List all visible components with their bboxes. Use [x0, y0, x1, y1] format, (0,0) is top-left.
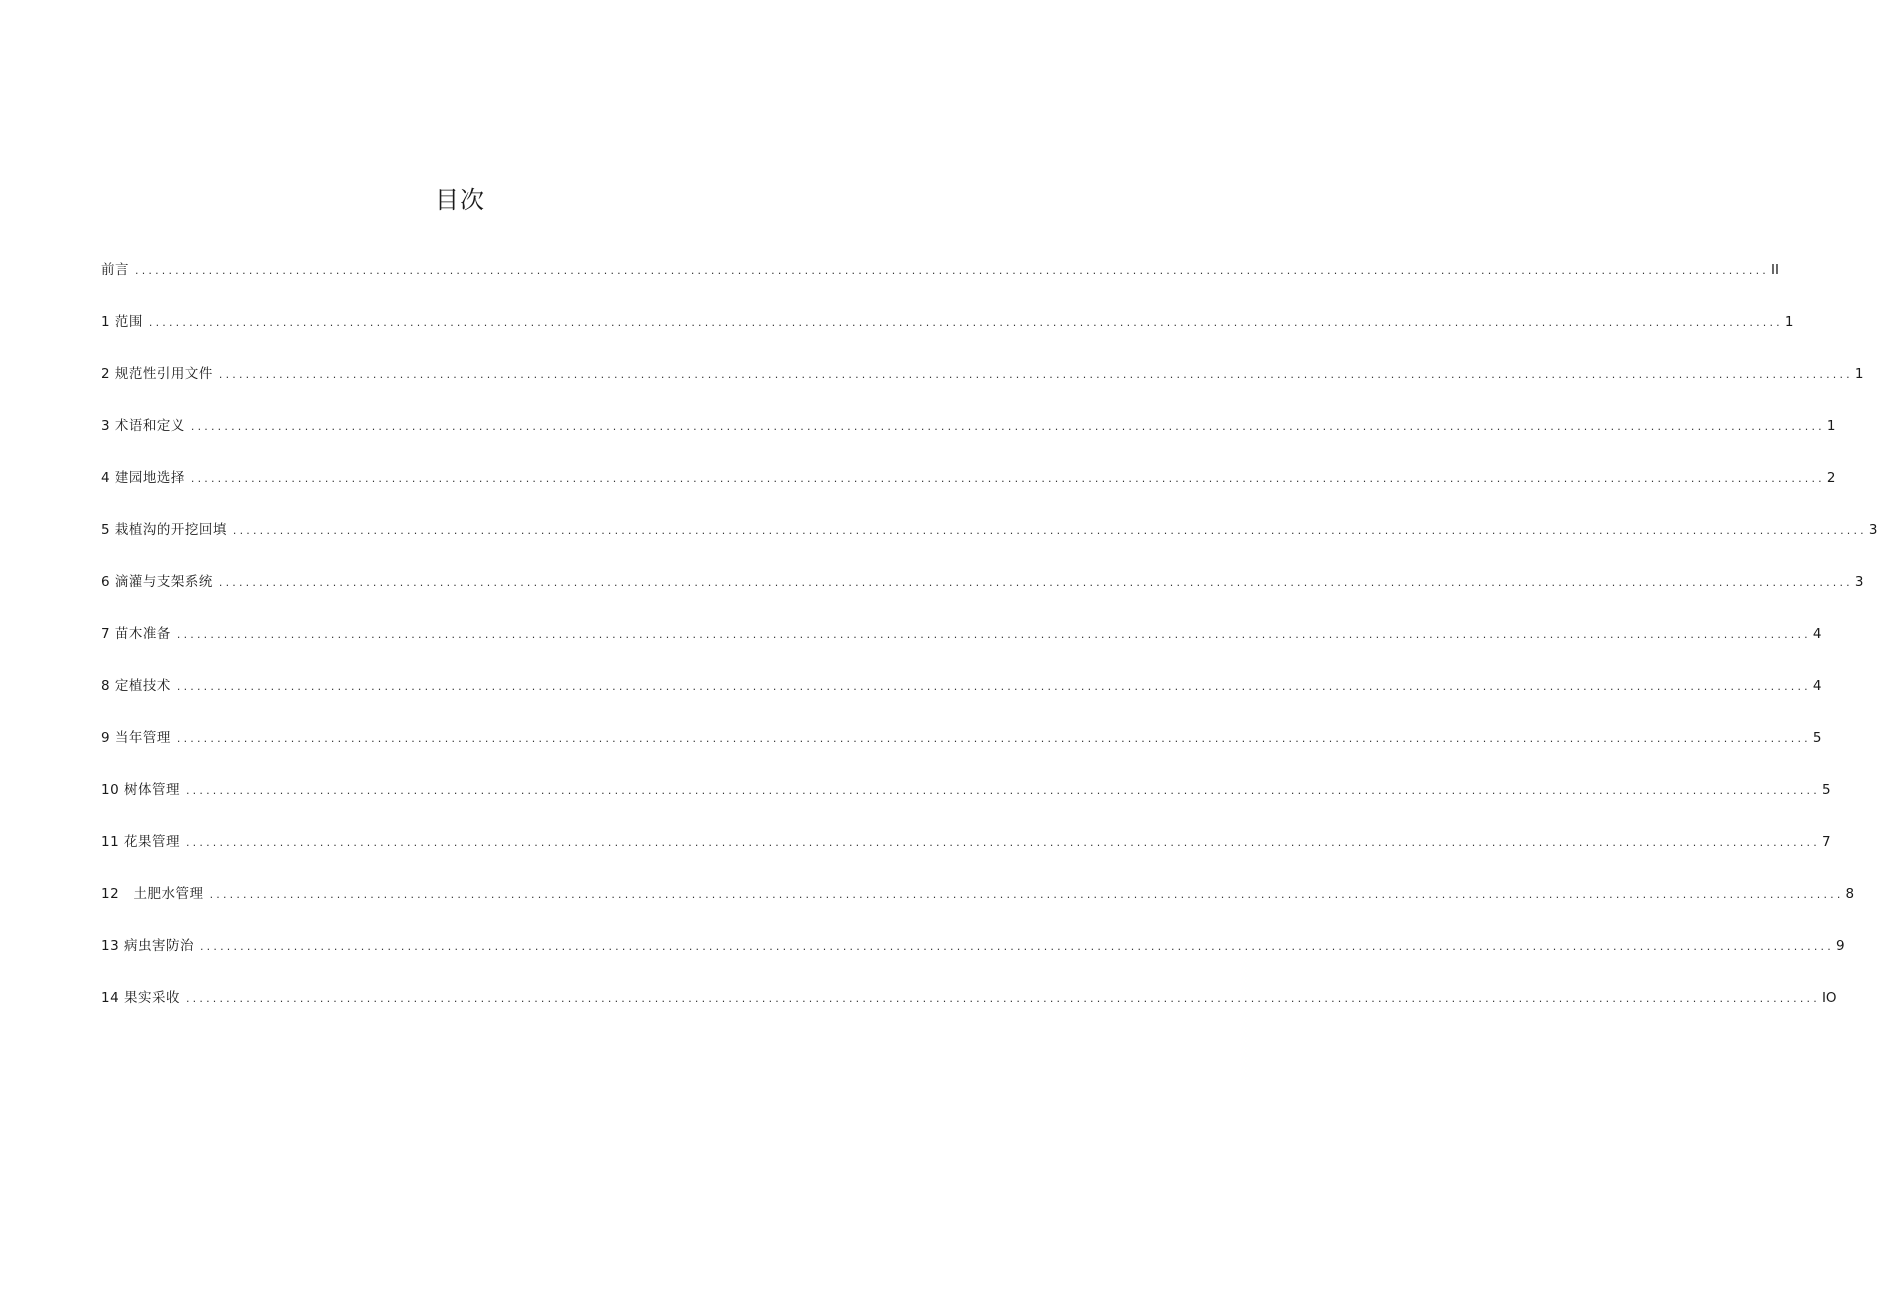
toc-entry-label: 13 病虫害防治: [101, 938, 194, 954]
toc-entry-label: 3 术语和定义: [101, 418, 185, 434]
toc-entry-12[interactable]: [101, 882, 1855, 934]
toc-entry-page: 8: [1845, 886, 1855, 902]
toc-entry-label: 5 栽植沟的开挖回填: [101, 522, 227, 538]
toc-entry-page: 1: [1826, 418, 1836, 434]
dot-leader: ....................................................................................................................................................................................................................................................: [218, 368, 1853, 381]
dot-leader: ....................................................................................................................................................................................................................................................: [185, 992, 1820, 1005]
toc-entry-7[interactable]: [101, 622, 1822, 674]
toc-entry-page: 7: [1821, 834, 1831, 850]
dot-leader: ....................................................................................................................................................................................................................................................: [190, 420, 1825, 433]
toc-entry-10[interactable]: [101, 778, 1831, 830]
toc-entry-page: 4: [1812, 678, 1822, 694]
dot-leader: ....................................................................................................................................................................................................................................................: [209, 888, 1844, 901]
toc-entry-label: 4 建园地选择: [101, 470, 185, 486]
toc-entry-page: II: [1770, 262, 1779, 278]
toc-entry-page: 3: [1854, 574, 1864, 590]
toc-entry-page: 1: [1854, 366, 1864, 382]
toc-entry-8[interactable]: [101, 674, 1822, 726]
toc-entry-page: 3: [1868, 522, 1877, 538]
toc-entry-11[interactable]: [101, 830, 1831, 882]
toc-entry-1[interactable]: [101, 310, 1794, 362]
dot-leader: ....................................................................................................................................................................................................................................................: [148, 316, 1783, 329]
dot-leader: ....................................................................................................................................................................................................................................................: [232, 524, 1867, 537]
dot-leader: ....................................................................................................................................................................................................................................................: [176, 732, 1811, 745]
dot-leader: ....................................................................................................................................................................................................................................................: [185, 784, 1820, 797]
toc-entry-13[interactable]: [101, 934, 1845, 986]
table-of-contents: [101, 258, 1877, 1038]
toc-entry-2[interactable]: [101, 362, 1864, 414]
dot-leader: ....................................................................................................................................................................................................................................................: [176, 680, 1811, 693]
toc-entry-page: 4: [1812, 626, 1822, 642]
toc-entry-page: IO: [1821, 990, 1837, 1006]
dot-leader: ....................................................................................................................................................................................................................................................: [190, 472, 1825, 485]
toc-entry-page: 5: [1821, 782, 1831, 798]
dot-leader: ....................................................................................................................................................................................................................................................: [135, 264, 1769, 277]
toc-entry-page: 5: [1812, 730, 1822, 746]
toc-entry-label: 7 苗木准备: [101, 626, 171, 642]
toc-entry-preface[interactable]: [101, 258, 1779, 310]
toc-entry-label: 2 规范性引用文件: [101, 366, 213, 382]
toc-entry-label: 6 滴灌与支架系统: [101, 574, 213, 590]
dot-leader: ....................................................................................................................................................................................................................................................: [218, 576, 1853, 589]
dot-leader: ....................................................................................................................................................................................................................................................: [199, 940, 1834, 953]
toc-entry-label: 11 花果管理: [101, 834, 180, 850]
toc-entry-14[interactable]: [101, 986, 1837, 1038]
toc-entry-label: 14 果实采收: [101, 990, 180, 1006]
toc-entry-5[interactable]: [101, 518, 1877, 570]
toc-entry-label: 1 范围: [101, 314, 143, 330]
toc-entry-label: 前言: [101, 262, 129, 278]
toc-entry-4[interactable]: [101, 466, 1836, 518]
toc-entry-label: 8 定植技术: [101, 678, 171, 694]
toc-entry-page: 9: [1835, 938, 1845, 954]
toc-entry-6[interactable]: [101, 570, 1864, 622]
toc-entry-page: 2: [1826, 470, 1836, 486]
dot-leader: ....................................................................................................................................................................................................................................................: [185, 836, 1820, 849]
dot-leader: ....................................................................................................................................................................................................................................................: [176, 628, 1811, 641]
toc-title: 目次: [435, 186, 485, 214]
toc-entry-label: 10 树体管理: [101, 782, 180, 798]
toc-entry-9[interactable]: [101, 726, 1822, 778]
toc-entry-page: 1: [1784, 314, 1794, 330]
toc-entry-3[interactable]: [101, 414, 1836, 466]
toc-entry-label: 9 当年管理: [101, 730, 171, 746]
toc-entry-label: 12 土肥水管理: [101, 886, 204, 902]
